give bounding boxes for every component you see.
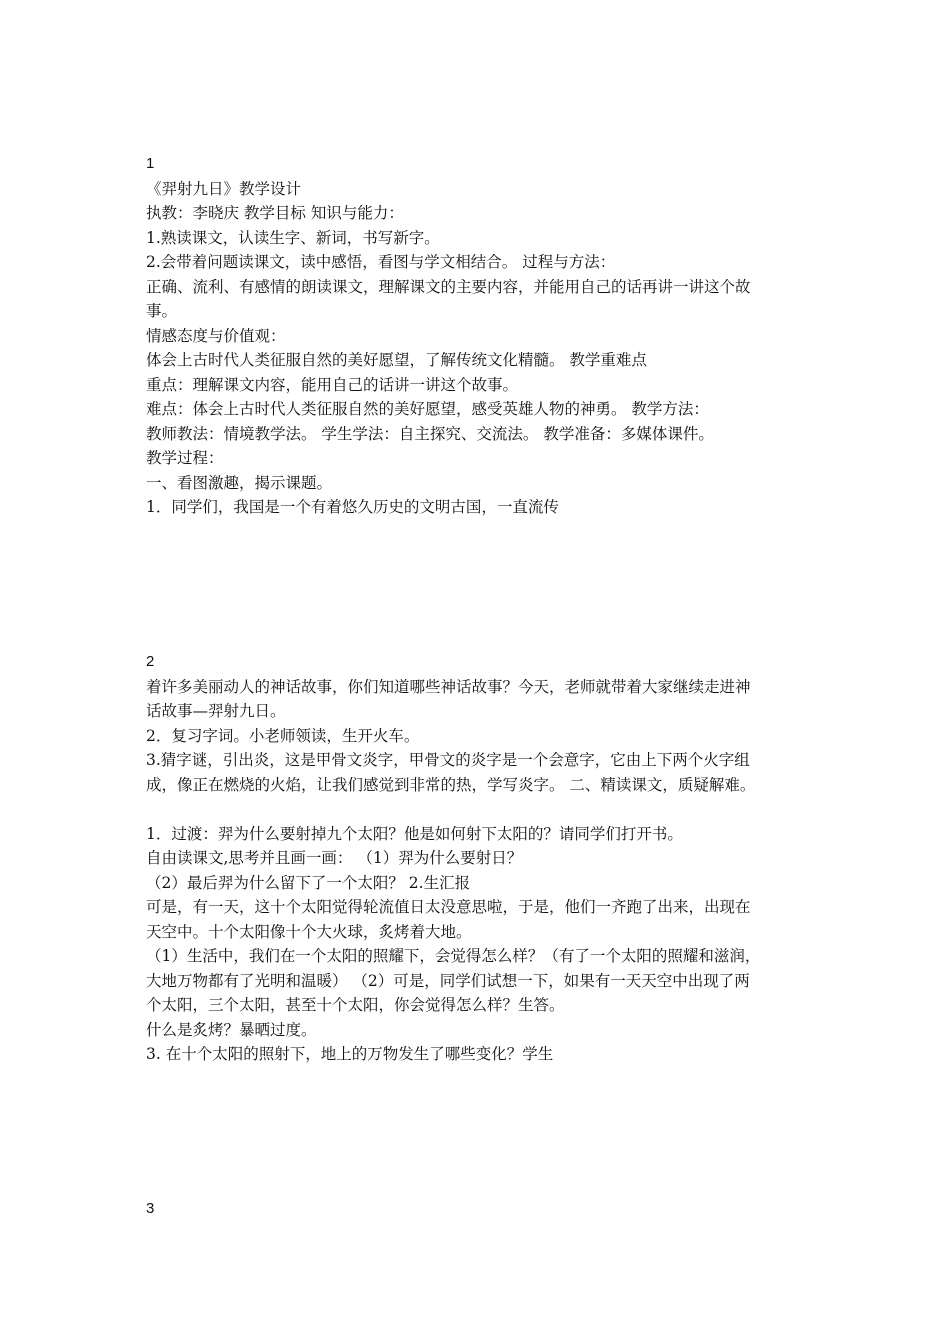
- text-line: 1．过渡：羿为什么要射掉九个太阳？他是如何射下太阳的？请同学们打开书。: [146, 824, 683, 843]
- text-line: 2．复习字词。小老师领读，生开火车。: [146, 726, 420, 745]
- text-line: 话故事—羿射九日。: [146, 702, 286, 720]
- text-line: 可是，有一天，这十个太阳觉得轮流值日太没意思啦，于是，他们一齐跑了出来，出现在: [146, 898, 751, 916]
- text-line: 个太阳，三个太阳，甚至十个太阳，你会觉得怎么样？生答。: [146, 996, 565, 1014]
- text-line: 自由读课文,思考并且画一画： （1）羿为什么要射日？: [146, 849, 523, 867]
- page-1: [146, 152, 826, 520]
- text-line: 事。: [146, 302, 178, 320]
- text-line: 天空中。十个太阳像十个大火球，炙烤着大地。: [146, 922, 472, 941]
- text-line: 2.会带着问题读课文，读中感悟，看图与学文相结合。 过程与方法：: [146, 253, 616, 271]
- text-line: 着许多美丽动人的神话故事，你们知道哪些神话故事？今天，老师就带着大家继续走进神: [146, 677, 751, 696]
- text-line: （2）最后羿为什么留下了一个太阳？ 2.生汇报: [146, 873, 471, 892]
- text-line: 执教：李晓庆 教学目标 知识与能力：: [146, 204, 404, 222]
- text-line: （1）生活中，我们在一个太阳的照耀下，会觉得怎么样？（有了一个太阳的照耀和滋润，: [146, 947, 761, 965]
- text-line: 难点：体会上古时代人类征服自然的美好愿望，感受英雄人物的神勇。 教学方法：: [146, 400, 709, 418]
- document-title: 《羿射九日》教学设计: [146, 179, 302, 198]
- text-line: 1.熟读课文，认读生字、新词，书写新字。: [146, 228, 440, 247]
- text-line: 大地万物都有了光明和温暖） （2）可是，同学们试想一下，如果有一天天空中出现了两: [146, 971, 750, 990]
- text-line: 情感态度与价值观：: [146, 326, 286, 345]
- page-3: [146, 1197, 826, 1222]
- text-line: 重点：理解课文内容，能用自己的话讲一讲这个故事。: [146, 375, 519, 394]
- page-number: 3: [146, 1200, 155, 1217]
- blank-line: [146, 797, 826, 822]
- page-2: [146, 650, 826, 1067]
- text-line: 成，像正在燃烧的火焰，让我们感觉到非常的热，学写炎字。 二、精读课文，质疑解难。: [146, 775, 756, 794]
- text-line: 教学过程：: [146, 449, 224, 467]
- text-line: 一、看图激趣，揭示课题。: [146, 473, 333, 492]
- text-line: 什么是炙烤？暴晒过度。: [146, 1020, 317, 1039]
- page-number: 2: [146, 653, 155, 670]
- text-line: 1．同学们，我国是一个有着悠久历史的文明古国，一直流传: [146, 498, 559, 516]
- page-number: 1: [146, 155, 155, 172]
- text-line: 体会上古时代人类征服自然的美好愿望，了解传统文化精髓。 教学重难点: [146, 351, 647, 369]
- text-line: 3.猜字谜，引出炎，这是甲骨文炎字，甲骨文的炎字是一个会意字，它由上下两个火字组: [146, 751, 750, 769]
- text-line: 正确、流利、有感情的朗读课文，理解课文的主要内容，并能用自己的话再讲一讲这个故: [146, 277, 751, 296]
- text-line: 教师教法：情境教学法。 学生学法：自主探究、交流法。 教学准备：多媒体课件。: [146, 424, 714, 443]
- text-line: 3. 在十个太阳的照射下，地上的万物发生了哪些变化？学生: [146, 1045, 554, 1063]
